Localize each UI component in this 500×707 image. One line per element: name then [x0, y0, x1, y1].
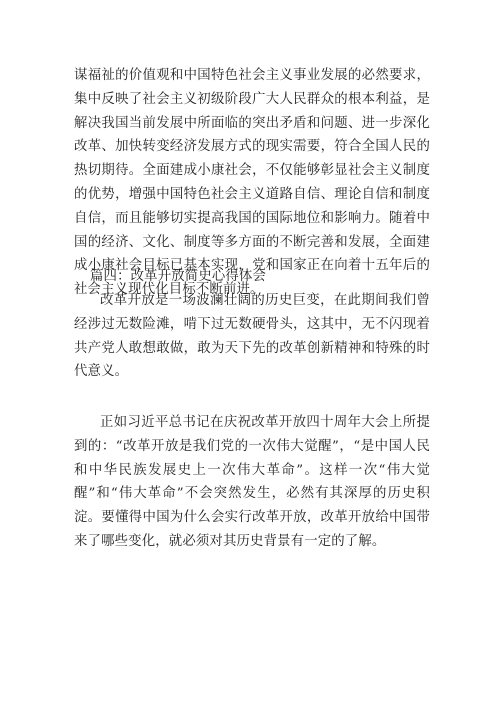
body-paragraph: 改革开放是一场波澜壮阔的历史巨变，在此期间我们曾经涉过无数险滩，啃下过无数硬骨头，这其中，无不闪现着共产党人敢想敢做，敢为天下先的改革创新精神和特殊的时代意义。: [74, 293, 430, 380]
section-heading: 篇四：改革开放简史心得体会: [90, 269, 267, 284]
body-paragraph-continued: 谋福祉的价值观和中国特色社会主义事业发展的必然要求，集中反映了社会主义初级阶段广大人民群众的根本利益，是解决我国当前发展中所面临的突出矛盾和问题、进一步深化改革、加快转变经济发展方式的现实需要，符合全国人民的热切期待。全面建成小康社会，不仅能够彰显社会主义制度的优势，增强中国特色社会主义道路自信、理论自信和制度自信，而且能够切实提高我国的国际地位和影响力。随着中国的经济、文化、制度等多方面的不断完善和发展，全面建成小康社会目标已基本实现，党和国家正在向着十五年后的社会主义现代化目标不断前进。: [74, 68, 430, 298]
body-paragraph: 正如习近平总书记在庆祝改革开放四十周年大会上所提到的：“改革开放是我们党的一次伟大觉醒”，“是中国人民和中华民族发展史上一次伟大革命”。这样一次“伟大觉醒”和“伟大革命”不会突然发生，必然有其深厚的历史积淀。要懂得中国为什么会实行改革开放，改革开放给中国带来了哪些变化，就必须对其历史背景有一定的了解。: [74, 415, 430, 549]
